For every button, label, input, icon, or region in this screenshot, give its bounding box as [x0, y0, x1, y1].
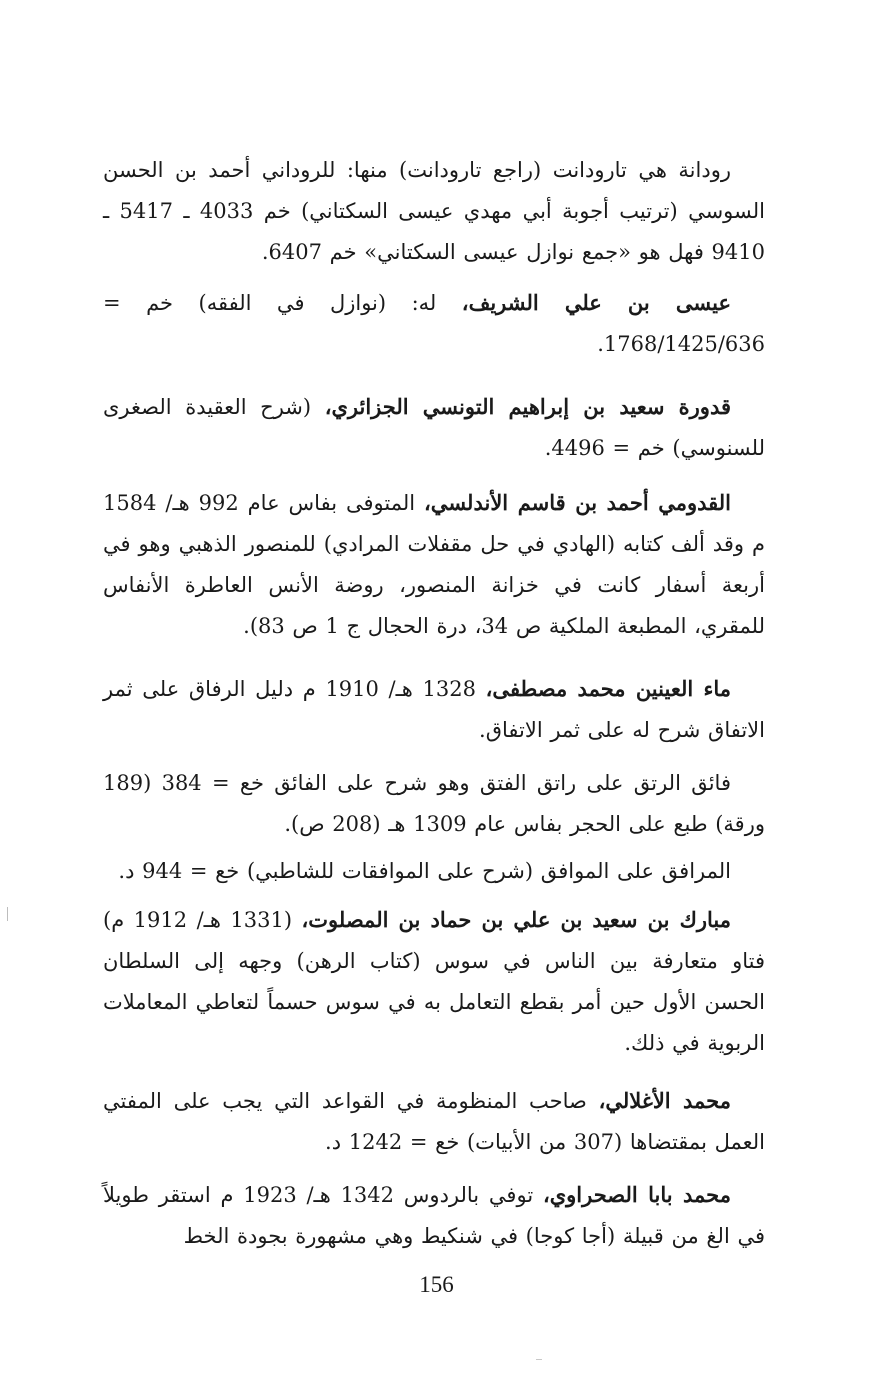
entry-block-8	[103, 899, 765, 1064]
entry-name: مبارك بن سعيد بن علي بن حماد بن المصلوت،	[301, 907, 731, 932]
entry-text: له: (نوازل في الفقه) خم = 1768/1425/636.	[103, 291, 765, 356]
entry-name: محمد بابا الصحراوي،	[542, 1182, 731, 1207]
entry-text: فائق الرتق على راتق الفتق وهو شرح على الفائق خع = 384 (189 ورقة) طبع على الحجر بفاس عام 1309 هـ (208 ص).	[103, 771, 765, 836]
entry-block-2	[103, 282, 765, 365]
entry-paragraph	[103, 1080, 765, 1163]
entry-paragraph	[103, 850, 765, 892]
entry-text: رودانة هي تارودانت (راجع تارودانت) منها: للروداني أحمد بن الحسن السوسي (ترتيب أجوبة أبي مهدي عيسى السكتاني) خم 4033 ـ 5417 ـ 9410 فهل هو «جمع نوازل عيسى السكتاني» خم 6407.	[103, 158, 765, 264]
scan-bottom-mark	[536, 1359, 542, 1360]
entry-text: المرافق على الموافق (شرح على الموافقات للشاطبي) خع = 944 د.	[118, 859, 731, 883]
entry-text: صاحب المنظومة في القواعد التي يجب على المفتي العمل بمقتضاها (307 من الأبيات) خع = 1242 د.	[103, 1089, 765, 1154]
entry-block-5	[103, 668, 765, 751]
entry-block-1	[103, 149, 765, 273]
entry-paragraph	[103, 762, 765, 845]
entry-name: ماء العينين محمد مصطفى،	[485, 676, 731, 701]
entry-name: القدومي أحمد بن قاسم الأندلسي،	[424, 490, 732, 515]
entry-text: توفي بالردوس 1342 هـ/ 1923 م استقر طويلاً في الغ من قبيلة (أجا كوجا) في شنكيط وهي مشهورة بجودة الخط	[103, 1183, 765, 1248]
entry-block-4	[103, 482, 765, 647]
entry-block-10	[103, 1174, 765, 1257]
entry-name: محمد الأغلالي،	[598, 1088, 731, 1113]
entry-paragraph	[103, 482, 765, 647]
entry-block-6	[103, 762, 765, 845]
entry-block-7	[103, 850, 765, 892]
entry-name: قدورة سعيد بن إبراهيم التونسي الجزائري،	[324, 394, 732, 419]
scan-margin-mark	[7, 907, 8, 921]
entry-paragraph	[103, 899, 765, 1064]
entry-text: 1328 هـ/ 1910 م دليل الرفاق على ثمر الاتفاق شرح له على ثمر الاتفاق.	[103, 677, 765, 742]
entry-paragraph	[103, 282, 765, 365]
entry-paragraph	[103, 668, 765, 751]
entry-paragraph	[103, 149, 765, 273]
entry-name: عيسى بن علي الشريف،	[461, 290, 731, 315]
page-number: 156	[419, 1272, 454, 1297]
entry-paragraph	[103, 386, 765, 469]
entry-paragraph	[103, 1174, 765, 1257]
entry-text: (1331 هـ/ 1912 م) فتاو متعارفة بين الناس في سوس (كتاب الرهن) وجهه إلى السلطان الحسن الأول حين أمر بقطع التعامل به في سوس حسماً لتعاطي المعاملات الربوية في ذلك.	[103, 908, 765, 1055]
entry-block-9	[103, 1080, 765, 1163]
entry-text: المتوفى بفاس عام 992 هـ/ 1584 م وقد ألف كتابه (الهادي في حل مقفلات المرادي) للمنصور الذهبي وهو في أربعة أسفار كانت في خزانة المنصور، روضة الأنس العاطرة الأنفاس للمقري، المطبعة الملكية ص 34، درة الحجال ج 1 ص 83).	[103, 491, 765, 638]
entry-block-3	[103, 386, 765, 469]
entry-text: (شرح العقيدة الصغرى للسنوسي) خم = 4496.	[103, 395, 765, 460]
